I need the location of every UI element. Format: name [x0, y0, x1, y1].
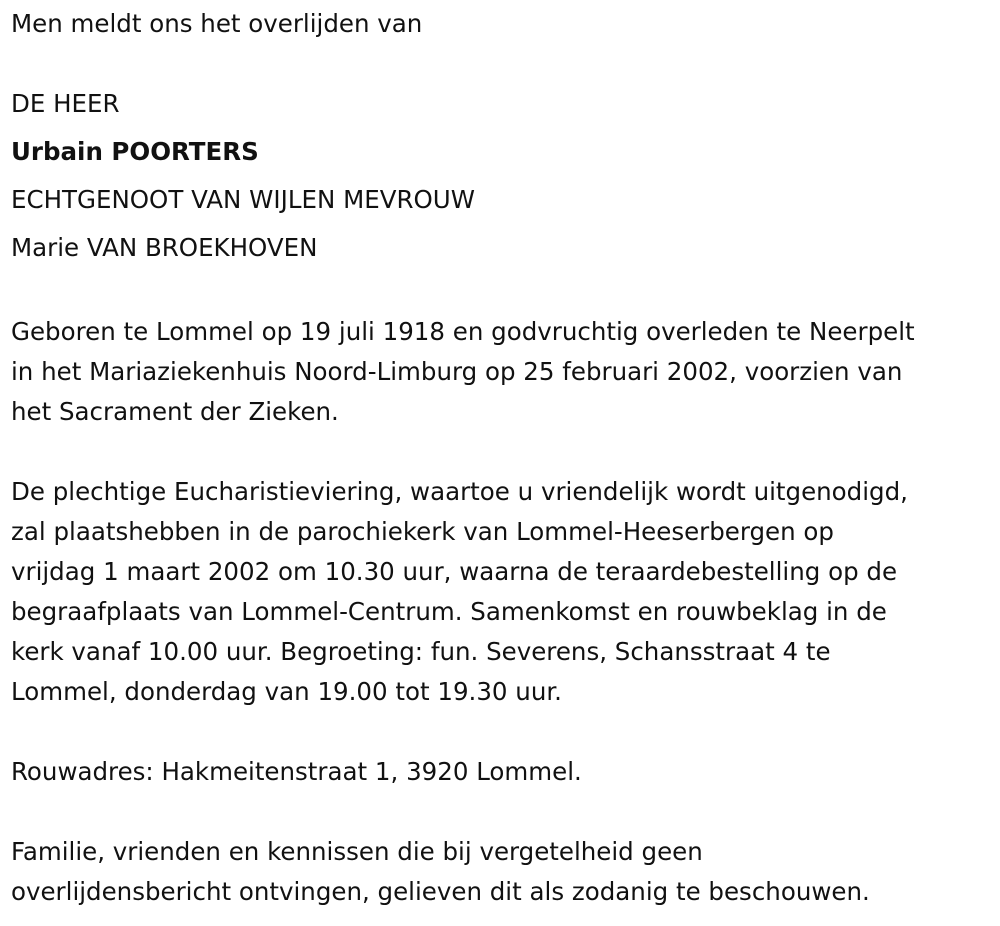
birth-death-paragraph [11, 312, 991, 432]
paragraph-line: Geboren te Lommel op 19 juli 1918 en godvruchtig overleden te Neerpelt [11, 317, 915, 346]
paragraph-line: vrijdag 1 maart 2002 om 10.30 uur, waarna de teraardebestelling op de [11, 557, 898, 586]
spacer [11, 432, 991, 472]
relation-text: ECHTGENOOT VAN WIJLEN MEVROUW [11, 185, 475, 214]
spacer [11, 712, 991, 752]
notice-header [11, 0, 991, 272]
mourning-address: Rouwadres: Hakmeitenstraat 1, 3920 Lommel. [11, 757, 582, 786]
paragraph-line: Lommel, donderdag van 19.00 tot 19.30 uur. [11, 677, 562, 706]
spacer [11, 48, 991, 80]
paragraph-line: Familie, vrienden en kennissen die bij vergetelheid geen [11, 837, 703, 866]
spacer [11, 272, 991, 312]
paragraph-line: kerk vanaf 10.00 uur. Begroeting: fun. Severens, Schansstraat 4 te [11, 637, 831, 666]
spouse-name: Marie VAN BROEKHOVEN [11, 233, 318, 262]
death-notice [11, 0, 991, 912]
honorific: DE HEER [11, 89, 120, 118]
spacer [11, 792, 991, 832]
paragraph-line: begraafplaats van Lommel-Centrum. Samenkomst en rouwbeklag in de [11, 597, 887, 626]
paragraph-line: De plechtige Eucharistieviering, waartoe u vriendelijk wordt uitgenodigd, [11, 477, 908, 506]
ceremony-paragraph [11, 472, 991, 712]
address-paragraph [11, 752, 991, 792]
paragraph-line: het Sacrament der Zieken. [11, 397, 339, 426]
intro-text: Men meldt ons het overlijden van [11, 9, 423, 38]
paragraph-line: zal plaatshebben in de parochiekerk van Lommel-Heeserbergen op [11, 517, 834, 546]
closing-paragraph [11, 832, 991, 912]
paragraph-line: overlijdensbericht ontvingen, gelieven dit als zodanig te beschouwen. [11, 877, 870, 906]
paragraph-line: in het Mariaziekenhuis Noord-Limburg op 25 februari 2002, voorzien van [11, 357, 903, 386]
deceased-name: Urbain POORTERS [11, 137, 259, 166]
